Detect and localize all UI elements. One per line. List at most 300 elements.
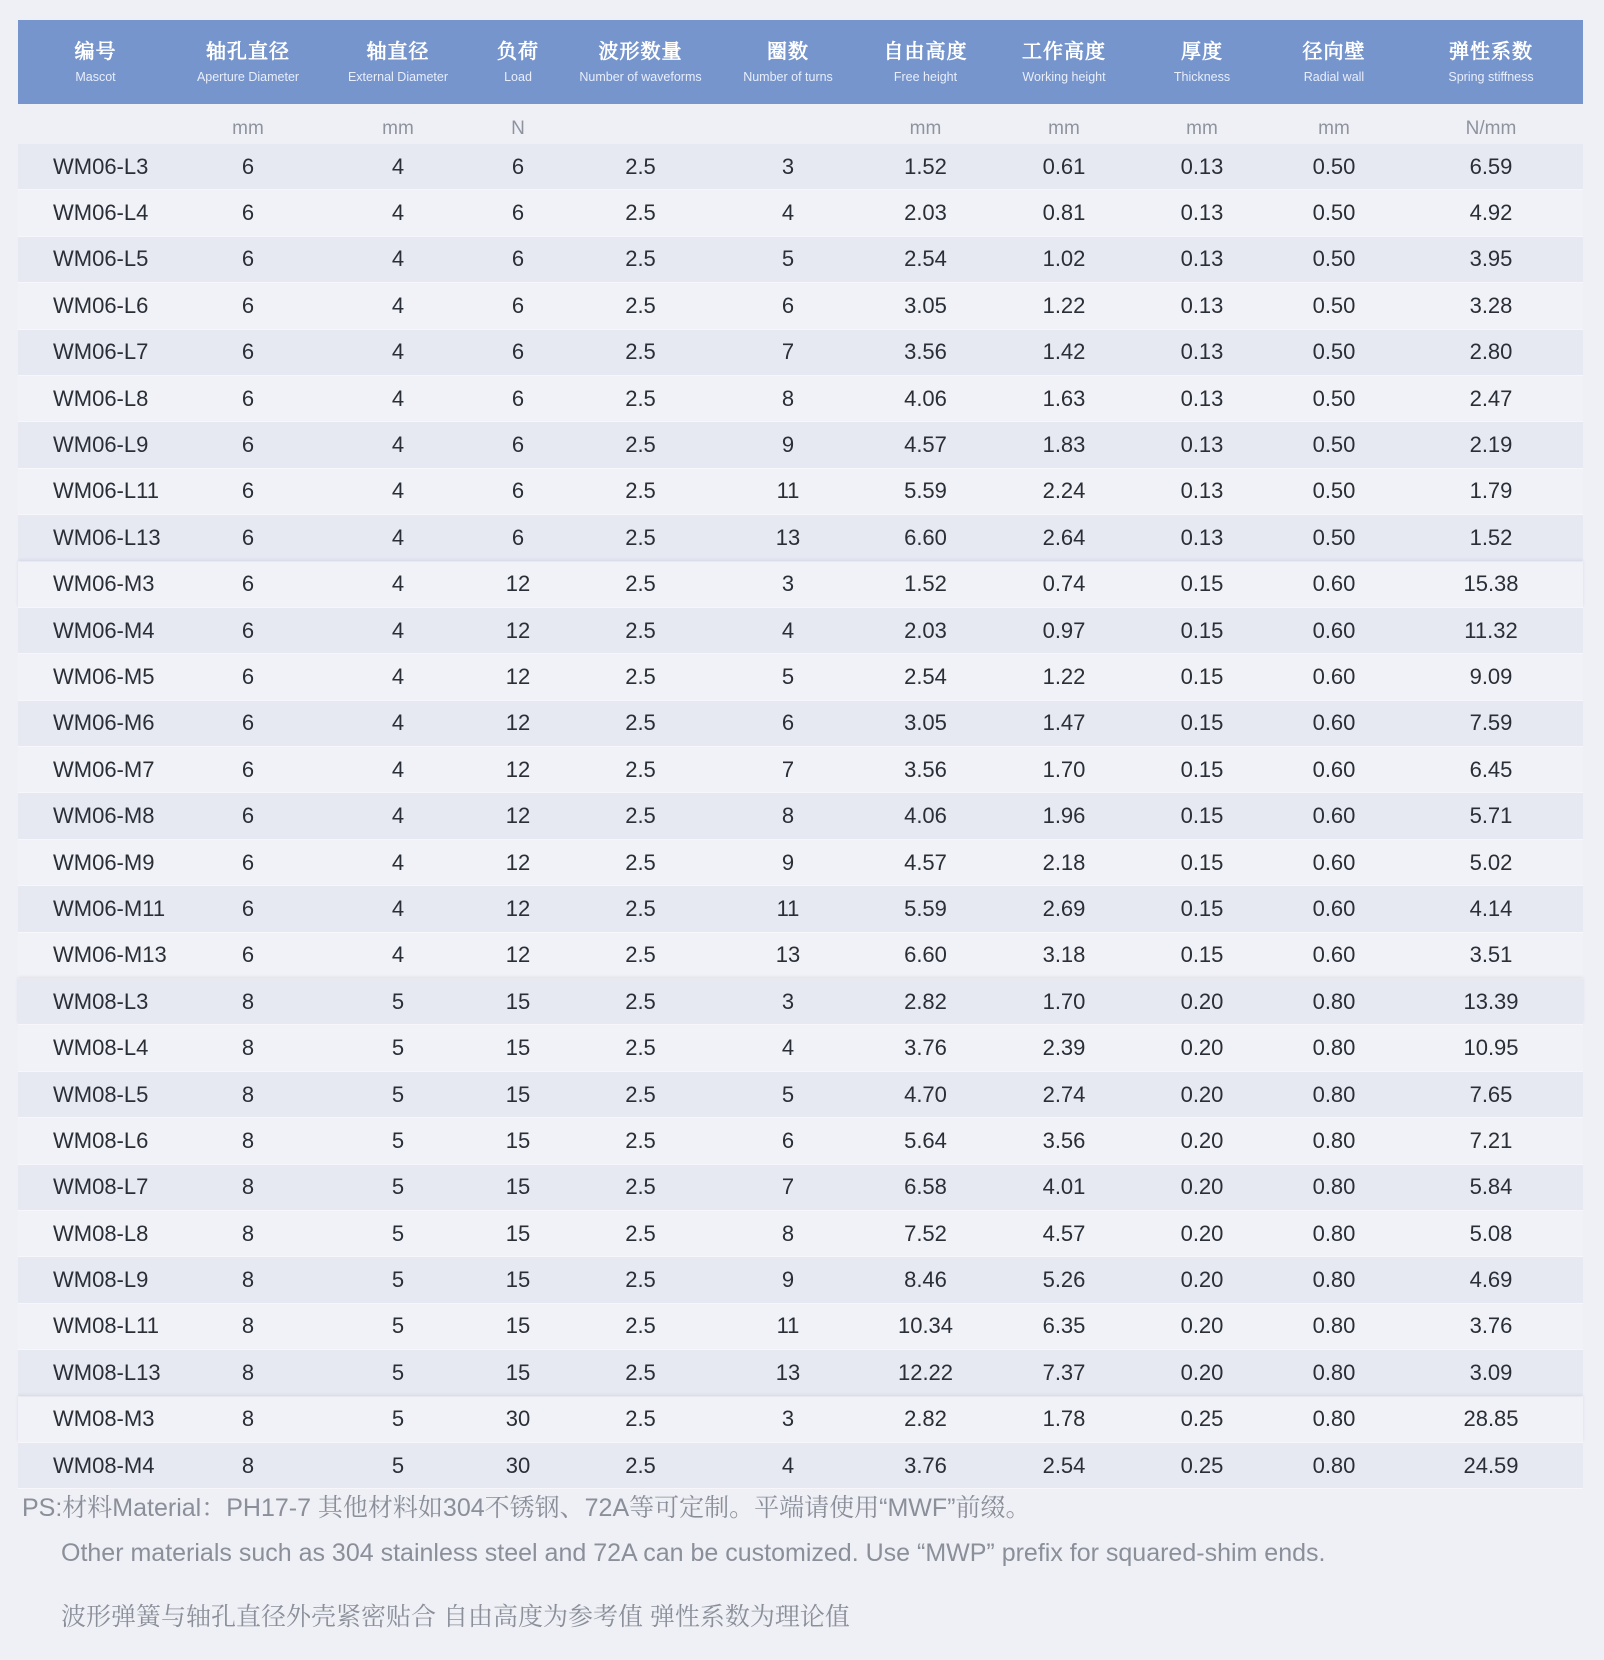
table-cell: 12 bbox=[505, 942, 531, 968]
table-cell: 8 bbox=[241, 988, 255, 1014]
table-cell: 6 bbox=[781, 292, 795, 318]
table-cell: 2.5 bbox=[625, 292, 656, 318]
table-cell: 12 bbox=[505, 617, 531, 643]
table-cell: 2.5 bbox=[625, 200, 656, 226]
column-title-en: Working height bbox=[1022, 70, 1106, 84]
table-cell: 0.80 bbox=[1312, 1220, 1356, 1246]
table-cell: 6.35 bbox=[1042, 1313, 1086, 1339]
table-cell: 6 bbox=[241, 478, 255, 504]
table-cell: 1.96 bbox=[1042, 803, 1086, 829]
table-cell: 2.69 bbox=[1042, 895, 1086, 921]
table-cell: 5 bbox=[391, 1174, 405, 1200]
table-cell: 9 bbox=[781, 849, 795, 875]
table-cell: 30 bbox=[505, 1406, 531, 1432]
table-row bbox=[18, 144, 1583, 190]
column-title-zh: 径向壁 bbox=[1302, 41, 1366, 63]
unit-label: mm bbox=[1186, 118, 1218, 139]
table-cell: 6 bbox=[241, 849, 255, 875]
table-cell: 4.69 bbox=[1469, 1267, 1513, 1293]
table-cell: 2.18 bbox=[1042, 849, 1086, 875]
table-cell: 4 bbox=[391, 432, 405, 458]
table-cell: 2.5 bbox=[625, 1267, 656, 1293]
column-title-en: Load bbox=[504, 70, 532, 84]
table-cell: 4 bbox=[781, 1452, 795, 1478]
table-cell: 6.45 bbox=[1469, 756, 1513, 782]
column-title-zh: 圈数 bbox=[767, 41, 809, 63]
column-header bbox=[1269, 20, 1399, 104]
table-cell: 2.5 bbox=[625, 478, 656, 504]
table-cell: 2.5 bbox=[625, 1452, 656, 1478]
table-cell: 5 bbox=[391, 1035, 405, 1061]
table-cell: 8 bbox=[241, 1035, 255, 1061]
unit-label: mm bbox=[382, 118, 414, 139]
table-cell: 3 bbox=[781, 153, 795, 179]
table-cell: 6 bbox=[511, 478, 525, 504]
table-cell: 4 bbox=[391, 942, 405, 968]
table-cell: 0.13 bbox=[1180, 478, 1224, 504]
table-cell: 2.5 bbox=[625, 1035, 656, 1061]
unit-label: N/mm bbox=[1465, 118, 1517, 139]
table-cell: 6.59 bbox=[1469, 153, 1513, 179]
table-cell: 7.37 bbox=[1042, 1359, 1086, 1385]
table-cell: 5.59 bbox=[904, 895, 947, 921]
part-number: WM06-M6 bbox=[53, 710, 155, 736]
table-row bbox=[18, 1025, 1583, 1071]
table-cell: 2.5 bbox=[625, 432, 656, 458]
table-cell: 6 bbox=[781, 710, 795, 736]
table-cell: 8 bbox=[241, 1174, 255, 1200]
table-cell: 8 bbox=[241, 1452, 255, 1478]
column-title-zh: 波形数量 bbox=[598, 41, 683, 63]
table-cell: 1.83 bbox=[1042, 432, 1086, 458]
table-cell: 12 bbox=[505, 663, 531, 689]
table-cell: 6 bbox=[241, 756, 255, 782]
table-row bbox=[18, 190, 1583, 236]
table-cell: 5.71 bbox=[1469, 803, 1513, 829]
table-cell: 2.5 bbox=[625, 1081, 656, 1107]
column-title-en: Number of waveforms bbox=[579, 70, 702, 84]
table-cell: 0.15 bbox=[1180, 849, 1224, 875]
table-cell: 4 bbox=[391, 756, 405, 782]
table-cell: 0.80 bbox=[1312, 1452, 1356, 1478]
table-cell: 15 bbox=[505, 1174, 531, 1200]
table-cell: 4 bbox=[781, 1035, 795, 1061]
table-cell: 5 bbox=[781, 246, 795, 272]
unit-label bbox=[563, 140, 718, 144]
table-cell: 15 bbox=[505, 1127, 531, 1153]
part-number: WM08-L11 bbox=[53, 1313, 159, 1339]
column-header bbox=[993, 20, 1135, 104]
table-cell: 5.02 bbox=[1469, 849, 1513, 875]
column-title-en: Mascot bbox=[75, 70, 116, 84]
table-cell: 7 bbox=[781, 756, 795, 782]
table-cell: 0.15 bbox=[1180, 571, 1224, 597]
table-cell: 4 bbox=[391, 478, 405, 504]
table-cell: 13 bbox=[775, 942, 801, 968]
table-cell: 1.02 bbox=[1042, 246, 1086, 272]
table-cell: 6 bbox=[241, 895, 255, 921]
table-cell: 6 bbox=[241, 803, 255, 829]
table-cell: 0.13 bbox=[1180, 432, 1224, 458]
part-number: WM06-L8 bbox=[53, 385, 149, 411]
part-number: WM06-L3 bbox=[53, 153, 149, 179]
table-cell: 0.60 bbox=[1312, 942, 1356, 968]
part-number: WM06-M11 bbox=[53, 895, 166, 921]
table-cell: 8 bbox=[241, 1359, 255, 1385]
table-cell: 4 bbox=[391, 617, 405, 643]
part-number: WM06-L13 bbox=[53, 524, 161, 550]
note-material: PS:材料Material：PH17-7 其他材料如304不锈钢、72A等可定制。平端请使用“MWF”前缀。 bbox=[22, 1494, 1031, 1522]
table-cell: 4 bbox=[391, 895, 405, 921]
table-row bbox=[18, 1118, 1583, 1164]
table-cell: 1.47 bbox=[1042, 710, 1086, 736]
table-cell: 3.18 bbox=[1042, 942, 1086, 968]
table-cell: 12 bbox=[505, 803, 531, 829]
table-cell: 4 bbox=[391, 339, 405, 365]
column-title-zh: 轴直径 bbox=[366, 41, 430, 63]
table-cell: 6 bbox=[511, 292, 525, 318]
table-cell: 0.20 bbox=[1180, 1359, 1224, 1385]
part-number: WM06-L7 bbox=[53, 339, 149, 365]
table-cell: 15 bbox=[505, 1220, 531, 1246]
table-cell: 6 bbox=[241, 942, 255, 968]
table-cell: 1.52 bbox=[904, 153, 947, 179]
table-cell: 3.28 bbox=[1469, 292, 1513, 318]
table-cell: 0.50 bbox=[1312, 153, 1356, 179]
column-title-en: Radial wall bbox=[1303, 70, 1365, 84]
table-cell: 6 bbox=[241, 339, 255, 365]
table-cell: 2.64 bbox=[1042, 524, 1086, 550]
table-cell: 4.57 bbox=[904, 432, 947, 458]
column-title-zh: 弹性系数 bbox=[1449, 41, 1533, 63]
table-cell: 2.54 bbox=[904, 663, 947, 689]
column-header bbox=[563, 20, 718, 104]
table-cell: 2.5 bbox=[625, 571, 656, 597]
table-cell: 3.76 bbox=[1469, 1313, 1513, 1339]
column-header bbox=[473, 20, 563, 104]
table-cell: 11 bbox=[776, 1313, 800, 1339]
table-cell: 6 bbox=[241, 663, 255, 689]
column-title-en: Free height bbox=[893, 70, 958, 84]
table-cell: 30 bbox=[505, 1452, 531, 1478]
table-cell: 0.20 bbox=[1180, 1127, 1224, 1153]
table-cell: 4.14 bbox=[1469, 895, 1513, 921]
table-cell: 4 bbox=[391, 663, 405, 689]
table-cell: 15 bbox=[505, 1313, 531, 1339]
table-cell: 0.60 bbox=[1312, 571, 1356, 597]
table-cell: 6 bbox=[511, 153, 525, 179]
table-cell: 3.56 bbox=[904, 339, 947, 365]
table-cell: 0.60 bbox=[1312, 756, 1356, 782]
table-row bbox=[18, 1257, 1583, 1303]
table-cell: 4 bbox=[391, 849, 405, 875]
table-cell: 7.21 bbox=[1469, 1127, 1513, 1153]
table-cell: 15 bbox=[505, 1081, 531, 1107]
table-cell: 0.60 bbox=[1312, 710, 1356, 736]
table-cell: 1.22 bbox=[1042, 663, 1086, 689]
table-cell: 6 bbox=[241, 617, 255, 643]
table-cell: 3.09 bbox=[1469, 1359, 1513, 1385]
notes bbox=[22, 1492, 1582, 1633]
table-cell: 1.63 bbox=[1042, 385, 1086, 411]
table-cell: 5 bbox=[391, 1359, 405, 1385]
table-cell: 0.13 bbox=[1180, 292, 1224, 318]
table-cell: 4.57 bbox=[904, 849, 947, 875]
table-cell: 0.80 bbox=[1312, 1127, 1356, 1153]
column-title-en: External Diameter bbox=[347, 70, 449, 84]
table-cell: 5 bbox=[391, 1081, 405, 1107]
table-cell: 3.56 bbox=[904, 756, 947, 782]
table-row bbox=[18, 608, 1583, 654]
units-row bbox=[18, 104, 1583, 144]
table-cell: 0.20 bbox=[1180, 1081, 1224, 1107]
column-title-zh: 编号 bbox=[74, 41, 117, 63]
table-cell: 2.5 bbox=[625, 617, 656, 643]
table-row bbox=[18, 654, 1583, 700]
table-cell: 8 bbox=[781, 1220, 795, 1246]
table-row bbox=[18, 1165, 1583, 1211]
part-number: WM08-M3 bbox=[53, 1406, 155, 1432]
table-cell: 6 bbox=[781, 1127, 795, 1153]
column-title-zh: 负荷 bbox=[497, 41, 539, 63]
table-row bbox=[18, 376, 1583, 422]
table-cell: 2.5 bbox=[625, 246, 656, 272]
table-cell: 2.80 bbox=[1469, 339, 1513, 365]
column-header bbox=[173, 20, 323, 104]
column-title-zh: 工作高度 bbox=[1022, 41, 1106, 63]
table-row bbox=[18, 793, 1583, 839]
part-number: WM08-L7 bbox=[53, 1174, 149, 1200]
part-number: WM06-M7 bbox=[53, 756, 155, 782]
table-cell: 2.24 bbox=[1042, 478, 1086, 504]
table-row bbox=[18, 237, 1583, 283]
table-cell: 2.5 bbox=[625, 942, 656, 968]
table-row bbox=[18, 1072, 1583, 1118]
table-cell: 8 bbox=[241, 1267, 255, 1293]
table-cell: 10.95 bbox=[1463, 1035, 1519, 1061]
table-cell: 1.79 bbox=[1469, 478, 1513, 504]
table-cell: 2.47 bbox=[1469, 385, 1513, 411]
table-row bbox=[18, 840, 1583, 886]
unit-label: N bbox=[511, 118, 525, 139]
unit-label bbox=[718, 140, 858, 144]
table-cell: 3.56 bbox=[1042, 1127, 1086, 1153]
table-cell: 6 bbox=[511, 200, 525, 226]
table-cell: 24.59 bbox=[1463, 1452, 1519, 1478]
table-cell: 2.5 bbox=[625, 1313, 656, 1339]
table-cell: 5 bbox=[391, 1127, 405, 1153]
table-cell: 2.5 bbox=[625, 153, 656, 179]
table-cell: 4.92 bbox=[1469, 200, 1513, 226]
table-cell: 4.01 bbox=[1042, 1174, 1086, 1200]
table-cell: 2.5 bbox=[625, 1406, 656, 1432]
table-cell: 6 bbox=[241, 246, 255, 272]
table-cell: 2.19 bbox=[1469, 432, 1513, 458]
column-title-en: Aperture Diameter bbox=[196, 70, 300, 84]
column-header bbox=[1399, 20, 1583, 104]
table-cell: 4.70 bbox=[904, 1081, 947, 1107]
table-cell: 0.15 bbox=[1180, 663, 1224, 689]
table-cell: 6 bbox=[511, 524, 525, 550]
table-cell: 3 bbox=[781, 1406, 795, 1432]
table-cell: 0.60 bbox=[1312, 663, 1356, 689]
table-cell: 13.39 bbox=[1463, 988, 1519, 1014]
table-cell: 4.06 bbox=[904, 385, 947, 411]
note-material-english: Other materials such as 304 stainless steel and 72A can be customized. Use “MWP” prefix for squared-shim ends. bbox=[61, 1539, 1326, 1567]
table-cell: 2.5 bbox=[625, 710, 656, 736]
table-row bbox=[18, 933, 1583, 979]
table-cell: 12 bbox=[505, 571, 531, 597]
column-header bbox=[18, 20, 173, 104]
table-cell: 1.70 bbox=[1042, 756, 1086, 782]
table-cell: 4 bbox=[391, 385, 405, 411]
table-cell: 6 bbox=[241, 292, 255, 318]
table-cell: 8 bbox=[241, 1081, 255, 1107]
table-cell: 0.80 bbox=[1312, 1359, 1356, 1385]
part-number: WM06-M3 bbox=[53, 571, 155, 597]
table-cell: 0.15 bbox=[1180, 803, 1224, 829]
column-header bbox=[1135, 20, 1269, 104]
column-header bbox=[323, 20, 473, 104]
table-cell: 0.80 bbox=[1312, 1267, 1356, 1293]
column-title-zh: 自由高度 bbox=[883, 41, 968, 63]
table-cell: 0.80 bbox=[1312, 1174, 1356, 1200]
table-cell: 5 bbox=[391, 988, 405, 1014]
table-cell: 8 bbox=[241, 1127, 255, 1153]
table-cell: 2.5 bbox=[625, 385, 656, 411]
table-cell: 2.03 bbox=[904, 200, 947, 226]
table-cell: 5.08 bbox=[1469, 1220, 1513, 1246]
table-cell: 0.61 bbox=[1042, 153, 1086, 179]
table-row bbox=[18, 422, 1583, 468]
table-cell: 3 bbox=[781, 988, 795, 1014]
table-cell: 4 bbox=[391, 292, 405, 318]
part-number: WM06-M4 bbox=[53, 617, 155, 643]
table-cell: 0.81 bbox=[1042, 200, 1086, 226]
table-cell: 13 bbox=[775, 1359, 801, 1385]
table-cell: 6 bbox=[241, 432, 255, 458]
part-number: WM06-L6 bbox=[53, 292, 149, 318]
column-title-en: Number of turns bbox=[743, 70, 833, 84]
table-cell: 2.39 bbox=[1042, 1035, 1086, 1061]
table-cell: 2.74 bbox=[1042, 1081, 1086, 1107]
part-number: WM08-L6 bbox=[53, 1127, 149, 1153]
table-cell: 0.13 bbox=[1180, 524, 1224, 550]
column-title-zh: 厚度 bbox=[1181, 41, 1223, 63]
table-cell: 1.52 bbox=[1469, 524, 1513, 550]
table-row bbox=[18, 283, 1583, 329]
table-cell: 5 bbox=[391, 1220, 405, 1246]
table-cell: 6 bbox=[241, 385, 255, 411]
table-cell: 4.57 bbox=[1042, 1220, 1086, 1246]
table-cell: 6.60 bbox=[904, 942, 947, 968]
table-cell: 0.50 bbox=[1312, 292, 1356, 318]
table-cell: 0.20 bbox=[1180, 1220, 1224, 1246]
table-cell: 5 bbox=[781, 663, 795, 689]
table-cell: 0.80 bbox=[1312, 1081, 1356, 1107]
part-number: WM06-L5 bbox=[53, 246, 149, 272]
column-title-zh: 轴孔直径 bbox=[206, 41, 290, 63]
table-cell: 6 bbox=[241, 153, 255, 179]
part-number: WM08-L4 bbox=[53, 1035, 149, 1061]
table-cell: 0.50 bbox=[1312, 246, 1356, 272]
unit-label: mm bbox=[1048, 118, 1080, 139]
part-number: WM06-M9 bbox=[53, 849, 155, 875]
table-cell: 4 bbox=[391, 153, 405, 179]
table-cell: 0.80 bbox=[1312, 1313, 1356, 1339]
table-cell: 11 bbox=[776, 895, 800, 921]
table-cell: 8 bbox=[241, 1406, 255, 1432]
column-title-en: Thickness bbox=[1173, 70, 1231, 84]
table-row bbox=[18, 979, 1583, 1025]
table-cell: 2.5 bbox=[625, 895, 656, 921]
table-cell: 0.50 bbox=[1312, 478, 1356, 504]
table-cell: 6.58 bbox=[904, 1174, 947, 1200]
table-cell: 6 bbox=[511, 339, 525, 365]
table-cell: 4 bbox=[391, 710, 405, 736]
part-number: WM06-L4 bbox=[53, 200, 149, 226]
part-number: WM06-M5 bbox=[53, 663, 155, 689]
table-cell: 2.5 bbox=[625, 988, 656, 1014]
table-cell: 0.13 bbox=[1180, 246, 1224, 272]
table-cell: 15 bbox=[505, 988, 531, 1014]
column-header bbox=[718, 20, 858, 104]
table-cell: 0.80 bbox=[1312, 1406, 1356, 1432]
table-cell: 0.20 bbox=[1180, 1035, 1224, 1061]
table-cell: 0.25 bbox=[1180, 1452, 1224, 1478]
table-cell: 4 bbox=[781, 617, 795, 643]
table-cell: 0.60 bbox=[1312, 849, 1356, 875]
table-cell: 4.06 bbox=[904, 803, 947, 829]
table-cell: 5 bbox=[781, 1081, 795, 1107]
table-header bbox=[18, 20, 1583, 104]
table-cell: 2.5 bbox=[625, 663, 656, 689]
table-cell: 2.5 bbox=[625, 756, 656, 782]
table-cell: 3 bbox=[781, 571, 795, 597]
table-cell: 7.65 bbox=[1469, 1081, 1513, 1107]
table-row bbox=[18, 562, 1583, 608]
table-cell: 4 bbox=[391, 571, 405, 597]
table-row bbox=[18, 886, 1583, 932]
table-cell: 12 bbox=[505, 849, 531, 875]
table-cell: 9 bbox=[781, 1267, 795, 1293]
part-number: WM06-L11 bbox=[53, 478, 159, 504]
table-cell: 2.5 bbox=[625, 339, 656, 365]
table-row bbox=[18, 330, 1583, 376]
part-number: WM08-M4 bbox=[53, 1452, 155, 1478]
table-cell: 5.64 bbox=[904, 1127, 947, 1153]
table-row bbox=[18, 701, 1583, 747]
table-row bbox=[18, 747, 1583, 793]
table-cell: 2.5 bbox=[625, 803, 656, 829]
table-cell: 7 bbox=[781, 339, 795, 365]
part-number: WM08-L3 bbox=[53, 988, 149, 1014]
table-cell: 0.97 bbox=[1042, 617, 1086, 643]
table-cell: 0.13 bbox=[1180, 153, 1224, 179]
table-cell: 2.82 bbox=[904, 1406, 947, 1432]
table-row bbox=[18, 1397, 1583, 1443]
table-cell: 8 bbox=[781, 385, 795, 411]
table-row bbox=[18, 1443, 1583, 1489]
part-number: WM08-L8 bbox=[53, 1220, 149, 1246]
table-cell: 10.34 bbox=[897, 1313, 954, 1339]
table-cell: 1.52 bbox=[904, 571, 947, 597]
table-cell: 0.60 bbox=[1312, 803, 1356, 829]
table-cell: 0.20 bbox=[1180, 1267, 1224, 1293]
part-number: WM08-L13 bbox=[53, 1359, 161, 1385]
note-reference: 波形弹簧与轴孔直径外壳紧密贴合 自由高度为参考值 弹性系数为理论值 bbox=[61, 1603, 850, 1631]
table-cell: 0.50 bbox=[1312, 524, 1356, 550]
